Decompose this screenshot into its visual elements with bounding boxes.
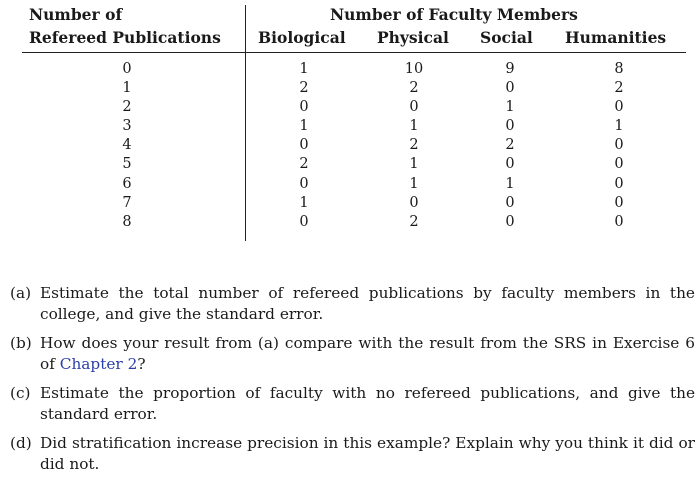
table-cell: 0 (505, 213, 515, 230)
question-label: (a) (10, 284, 32, 302)
table-vertical-rule (245, 5, 246, 241)
table-cell: 0 (299, 213, 309, 230)
table-cell: 0 (505, 156, 515, 173)
table-cell: 2 (299, 80, 309, 97)
table-cell: 1 (409, 118, 419, 135)
group-header: Number of Faculty Members (330, 5, 578, 24)
physical-column (384, 60, 444, 232)
table-cell: 0 (614, 213, 624, 230)
question-label: (c) (10, 384, 31, 402)
question-c (10, 383, 695, 425)
col-header-humanities: Humanities (565, 28, 667, 47)
table-cell: 0 (122, 61, 132, 77)
table-cell: 0 (614, 194, 624, 211)
table-cell: 8 (122, 213, 132, 230)
table-cell: 1 (299, 194, 309, 211)
table-cell: 2 (122, 99, 132, 116)
table-cell: 1 (299, 118, 309, 135)
table-cell: 10 (404, 61, 424, 77)
question-text-after: ? (137, 355, 146, 373)
question-label: (d) (10, 434, 32, 452)
question-b (10, 333, 695, 375)
table-cell: 2 (409, 213, 419, 230)
table-header-rule (22, 52, 686, 53)
table-cell: 0 (505, 194, 515, 211)
table-cell: 1 (614, 118, 624, 135)
table-cell: 0 (614, 137, 624, 154)
table-cell: 5 (122, 156, 132, 173)
chapter-link[interactable]: Chapter 2 (59, 355, 138, 373)
table-cell: 2 (409, 80, 419, 97)
col-header-social: Social (480, 28, 533, 47)
col-header-biological: Biological (258, 28, 346, 47)
row-header-line1: Number of (29, 5, 123, 24)
table-cell: 6 (122, 175, 132, 192)
table-cell: 7 (122, 194, 132, 211)
table-cell: 2 (614, 80, 624, 97)
table-cell: 0 (299, 137, 309, 154)
question-a (10, 283, 695, 325)
table-cell: 4 (122, 137, 132, 154)
question-text (40, 333, 695, 375)
question-d (10, 433, 695, 475)
table-cell: 1 (299, 61, 309, 77)
table-cell: 2 (299, 156, 309, 173)
table-cell: 1 (409, 175, 419, 192)
col-header-physical: Physical (377, 28, 449, 47)
table-cell: 0 (299, 175, 309, 192)
table-cell: 0 (614, 175, 624, 192)
question-label: (b) (10, 334, 32, 352)
table-cell: 0 (614, 99, 624, 116)
table-cell: 1 (122, 80, 132, 97)
table-cell: 9 (505, 61, 515, 77)
table-cell: 8 (614, 61, 624, 77)
table-cell: 0 (409, 194, 419, 211)
table-cell: 2 (505, 137, 515, 154)
row-header-line2: Refereed Publications (29, 28, 221, 47)
question-text: Estimate the proportion of faculty with no refereed publications, and give the standard error. (40, 384, 695, 423)
table-cell: 1 (409, 156, 419, 173)
humanities-column (589, 60, 649, 232)
question-text: Did stratification increase precision in this example? Explain why you think it did or did not. (40, 434, 695, 473)
table-cell: 1 (505, 175, 515, 192)
table-cell: 3 (122, 118, 132, 135)
table-cell: 0 (409, 99, 419, 116)
publications-column (97, 60, 157, 232)
biological-column (274, 60, 334, 232)
table-cell: 0 (614, 156, 624, 173)
social-column (480, 60, 540, 232)
table-cell: 0 (299, 99, 309, 116)
question-text: Estimate the total number of refereed publications by faculty members in the college, and give the standard error. (40, 284, 695, 323)
table-cell: 1 (505, 99, 515, 116)
table-cell: 2 (409, 137, 419, 154)
table-cell: 0 (505, 80, 515, 97)
question-text-before: How does your result from (a) compare with the result from the SRS in Exercise 6 of (40, 334, 695, 373)
table-cell: 0 (505, 118, 515, 135)
